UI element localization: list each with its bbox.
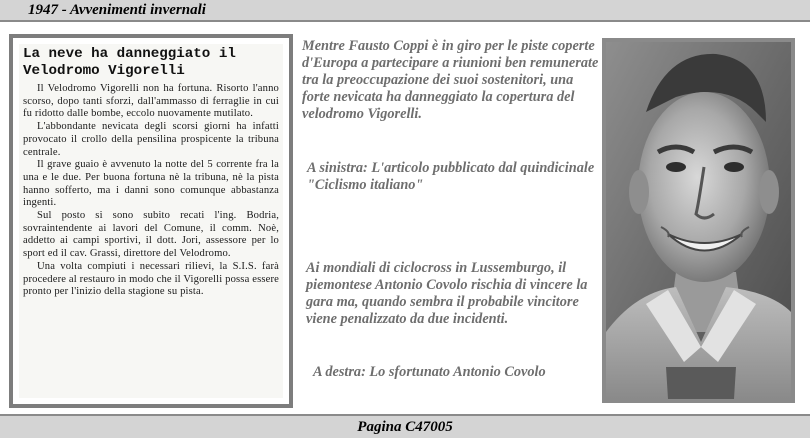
page-title: 1947 - Avvenimenti invernali	[28, 2, 206, 18]
article-paragraph-5: Una volta compiuti i necessari rilievi, la S.I.S. farà procedere al restauro in modo che il Vigorelli possa essere pronto per l'inizio della stagione su pista.	[23, 260, 280, 298]
page-number: Pagina C47005	[357, 419, 453, 435]
article-paragraph-2: L'abbondante nevicata degli scorsi giorni ha infatti provocato il crollo della pensilina prospicente la tribuna centrale.	[23, 121, 279, 158]
footer-bar	[0, 414, 810, 438]
covolo-photo	[602, 38, 795, 403]
article-paragraph-3: Il grave guaio è avvenuto la notte del 5 corrente fra la una e le due. Per buona fortuna nè la tribuna, nè la pista hanno sofferto, ma i danni sono comunque abbastanza ingenti.	[23, 159, 279, 209]
caption-covolo: Ai mondiali di ciclocross in Lussemburgo, il piemontese Antonio Covolo rischia di vincere la gara ma, quando sembra il probabile vincitore viene penalizzato da due incidenti.	[306, 260, 588, 327]
portrait-image	[606, 42, 791, 399]
article-headline: La neve ha danneggiato il Velodromo Vigorelli	[23, 46, 236, 79]
caption-left-note: A sinistra: L'articolo pubblicato dal quindicinale "Ciclismo italiano"	[307, 160, 595, 193]
newspaper-article-frame	[9, 34, 293, 408]
article-paragraph-1: Il Velodromo Vigorelli non ha fortuna. Risorto l'anno scorso, dopo tanti sforzi, dall'ammasso di ferraglie in cui fu ridotto dalle bombe, eccolo nuovamente mutilato.	[23, 83, 279, 120]
newspaper-clipping	[19, 44, 283, 398]
caption-right-note: A destra: Lo sfortunato Antonio Covolo	[313, 364, 546, 380]
caption-coppi: Mentre Fausto Coppi è in giro per le piste coperte d'Europa a partecipare a riunioni ben remunerate tra la preoccupazione dei suoi sostenitori, una forte nevicata ha danneggiato la copertura del velodromo Vigorelli.	[302, 38, 599, 122]
article-paragraph-4: Sul posto si sono subito recati l'ing. Bodria, sovraintendente ai lavori del Comune, il comm. Noè, addetto ai campi sportivi, il dott. Jori, assessore per lo sport ed il cav. Grassi, direttore del Velodromo.	[23, 210, 279, 260]
header-bar	[0, 0, 810, 22]
